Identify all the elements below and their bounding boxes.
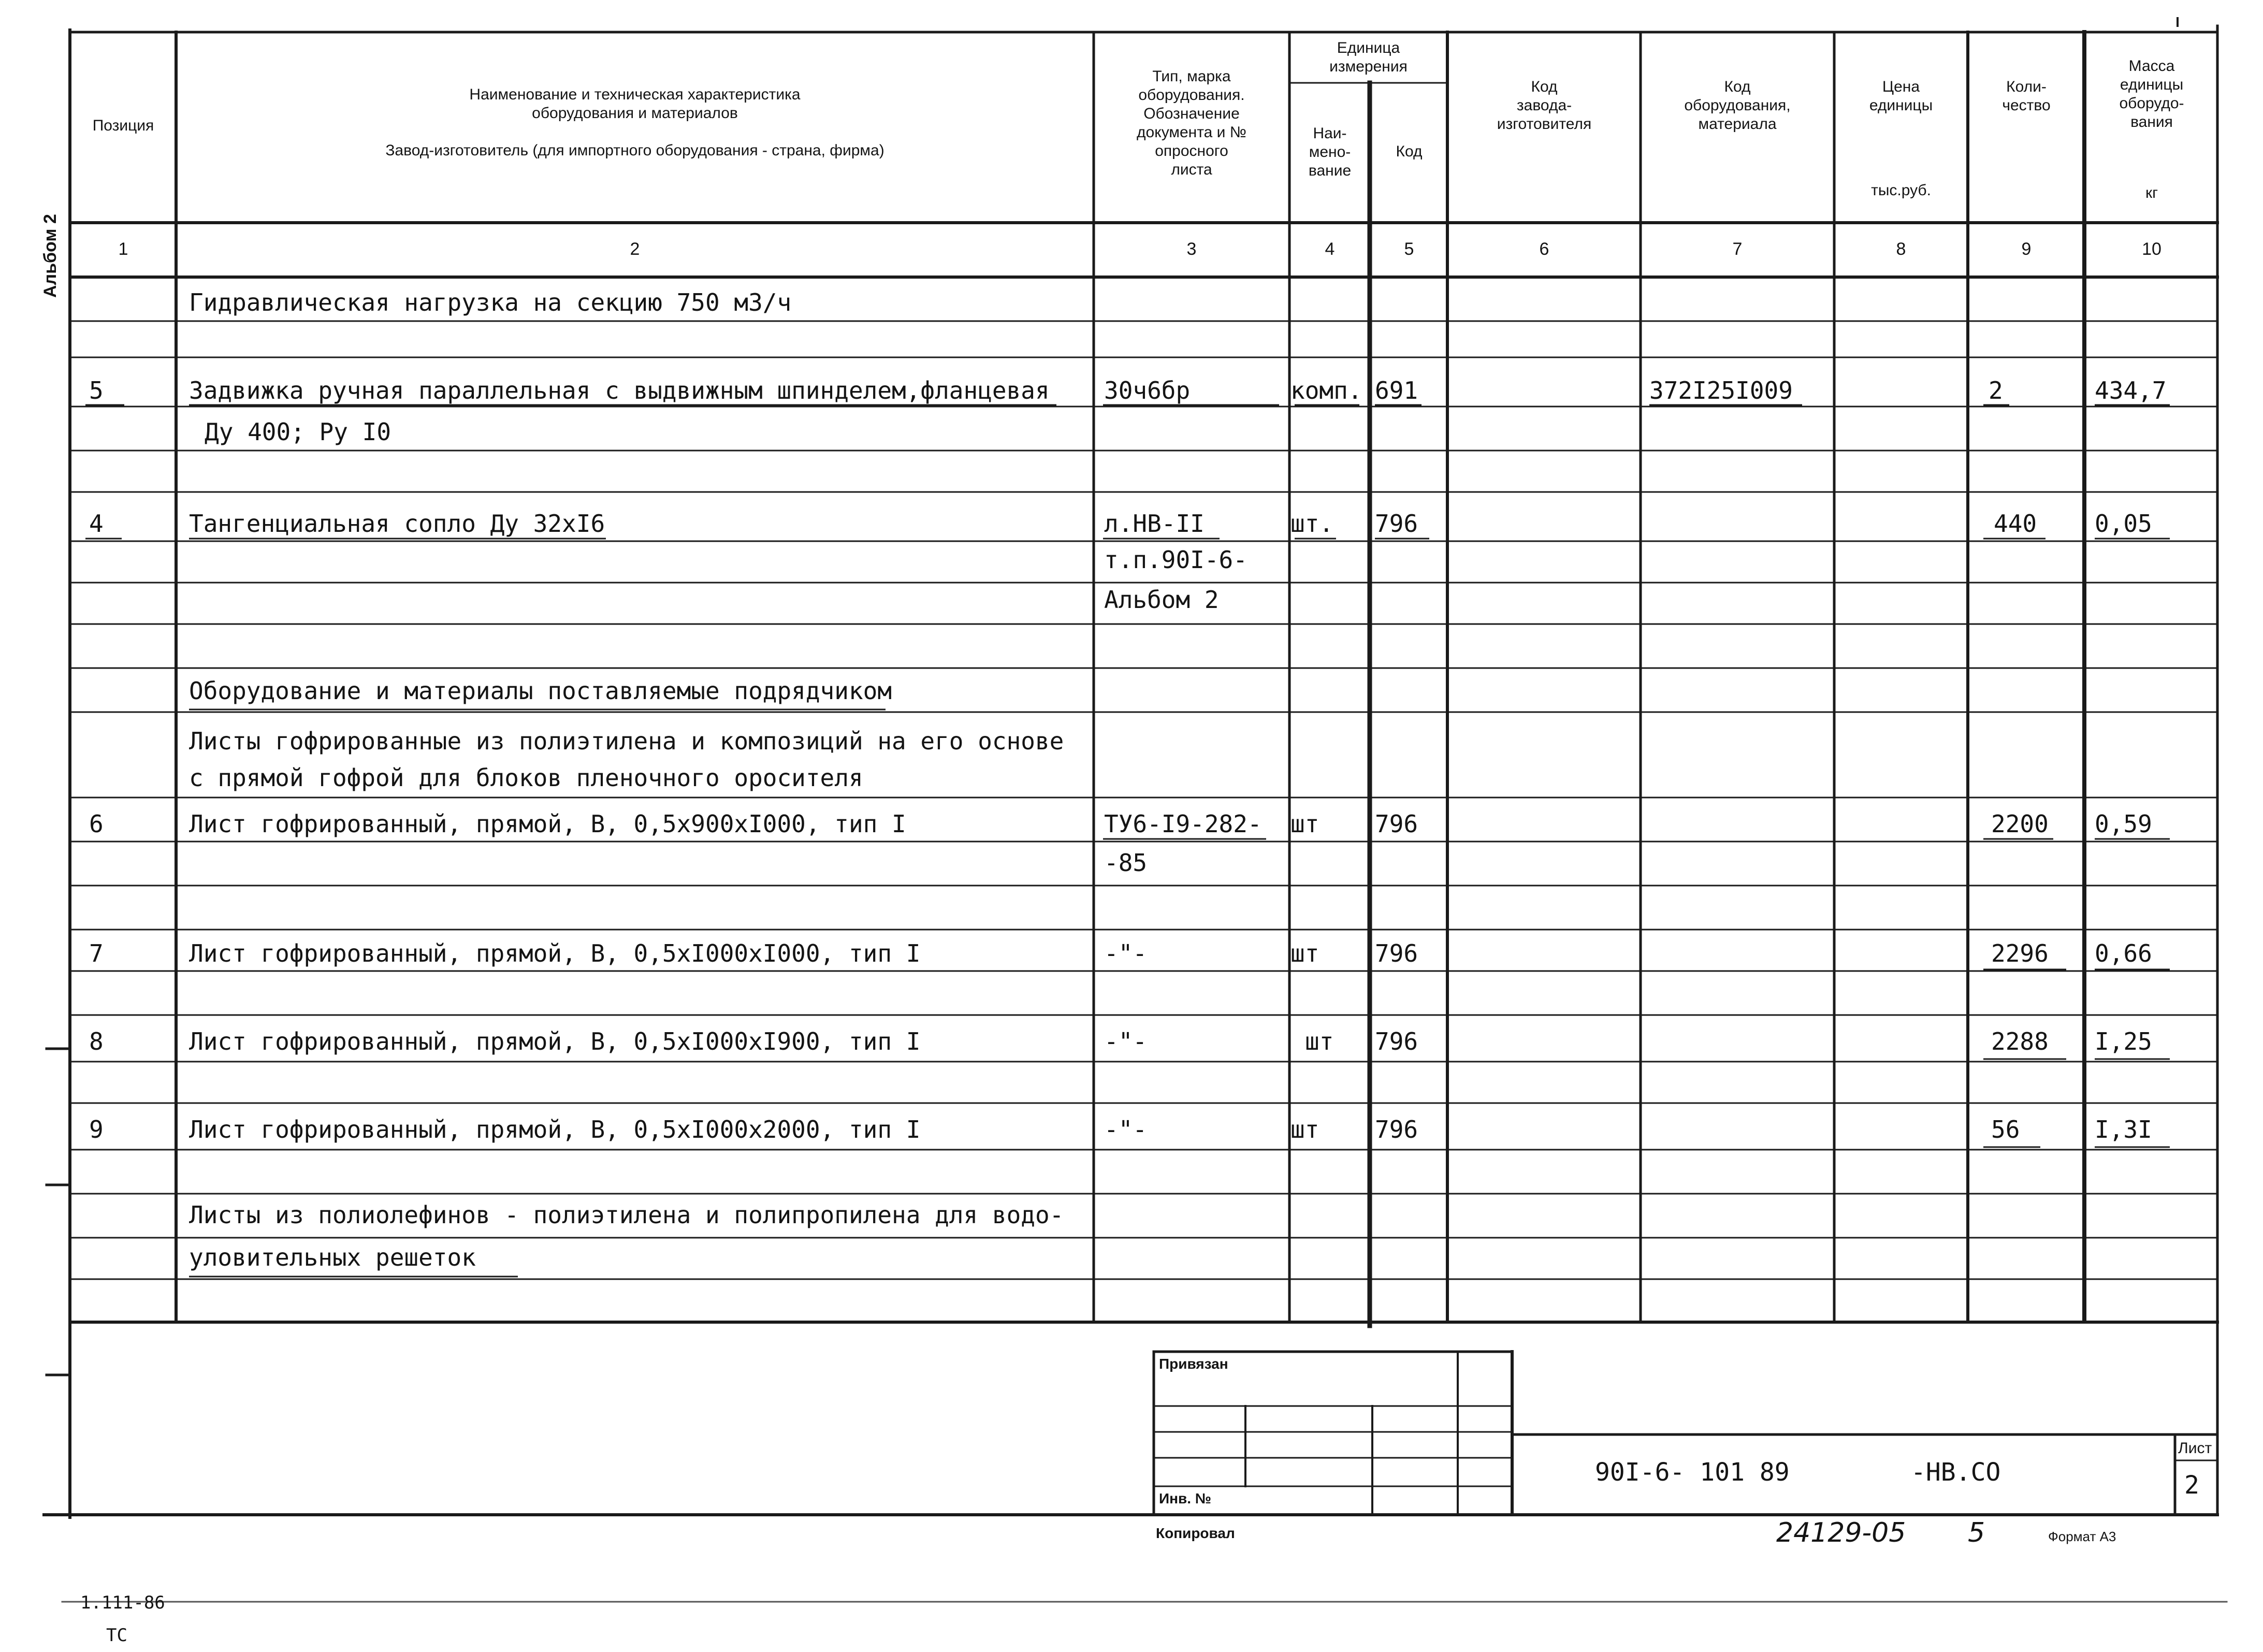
row-name: Лист гофрированный, прямой, В, 0,5xI000xI900, тип I	[189, 1027, 921, 1055]
row-type-cont: т.п.90I-6-	[1104, 546, 1247, 574]
row-type: ТУ6-I9-282-	[1104, 810, 1262, 838]
row-name: Задвижка ручная параллельная с выдвижным шпинделем,фланцевая	[189, 376, 1050, 404]
row-position: 9	[89, 1115, 104, 1143]
row-position: 7	[89, 939, 104, 967]
row-name: Лист гофрированный, прямой, В, 0,5xI000xI000, тип I	[189, 939, 921, 967]
copied-label: Копировал	[1156, 1525, 1235, 1541]
col-number: 6	[1539, 239, 1549, 259]
row-position: 6	[89, 810, 104, 838]
row-mass: I,25	[2095, 1027, 2152, 1055]
col-number: 5	[1404, 239, 1414, 259]
bound-label: Привязан	[1159, 1356, 1228, 1372]
order-number: 24129-05	[1776, 1517, 1906, 1548]
header-unit-name: Наи- мено- вание	[1308, 125, 1352, 179]
row-name: Лист гофрированный, прямой, В, 0,5x900xI000, тип I	[189, 810, 906, 838]
row-unit-code: 796	[1375, 810, 1418, 838]
row-qty: 2288	[1991, 1027, 2049, 1055]
side-album-label: Альбом 2	[40, 214, 60, 298]
header-mass: Масса единицы оборудо- вания	[2119, 57, 2184, 131]
row-name: Тангенциальная сопло Ду 32xI6	[189, 510, 605, 538]
row-qty: 56	[1991, 1115, 2020, 1143]
section-heading: Оборудование и материалы поставляемые подрядчиком	[189, 677, 892, 705]
col-number: 3	[1186, 239, 1197, 259]
row-qty: 2200	[1991, 810, 2049, 838]
row-mass: 0,05	[2095, 510, 2152, 538]
row-type: -"-	[1104, 1115, 1148, 1143]
inventory-label: Инв. №	[1159, 1490, 1212, 1506]
row-unit: шт	[1305, 1027, 1334, 1055]
section-subheading: Листы гофрированные из полиэтилена и композиций на его основе	[189, 727, 1064, 755]
section-subheading: Листы из полиолефинов - полиэтилена и полипропилена для водо-	[189, 1201, 1064, 1229]
header-qty: Коли- чество	[2002, 78, 2051, 114]
row-unit-code: 796	[1375, 510, 1418, 538]
header-unit-code: Код	[1396, 143, 1423, 160]
row-mass: 0,59	[2095, 810, 2152, 838]
col-number: 4	[1325, 239, 1335, 259]
row-unit: шт	[1290, 1115, 1319, 1143]
row-unit: комп.	[1290, 376, 1362, 404]
row-unit: шт	[1290, 810, 1319, 838]
row-unit-code: 691	[1375, 376, 1418, 404]
sheet-number: 2	[2184, 1471, 2199, 1500]
row-type: 30ч6бр	[1104, 376, 1191, 404]
page-number: 5	[1968, 1517, 1985, 1548]
form-stamp: 1.111-86	[80, 1592, 165, 1613]
row-type-cont: -85	[1104, 849, 1148, 877]
col-number: 10	[2142, 239, 2162, 259]
col-number: 9	[2021, 239, 2032, 259]
row-position: 5	[89, 376, 104, 404]
row-name-cont: Ду 400; Ру I0	[205, 418, 391, 446]
col-number: 1	[118, 239, 128, 259]
header-equip-code: Код оборудования, материала	[1684, 78, 1791, 133]
section-subheading: уловительных решеток	[189, 1243, 476, 1271]
sheet-label: Лист	[2178, 1440, 2212, 1457]
header-price-unit: тыс.руб.	[1871, 182, 1931, 199]
row-name: Лист гофрированный, прямой, В, 0,5xI000x2000, тип I	[189, 1115, 921, 1143]
row-type: -"-	[1104, 1027, 1148, 1055]
header-position: Позиция	[92, 117, 154, 134]
row-qty: 2	[1989, 376, 2003, 404]
row-type: л.НВ-II	[1104, 510, 1205, 538]
format-label: Формат А3	[2048, 1529, 2116, 1544]
row-equip-code: 372I25I009	[1649, 376, 1793, 404]
row-mass: I,3I	[2095, 1115, 2152, 1143]
row-unit: шт	[1290, 939, 1319, 967]
col-number: 8	[1896, 239, 1906, 259]
header-mass-unit: кг	[2145, 184, 2158, 201]
header-name: Наименование и техническая характеристика оборудования и материалов Завод-изготовитель (для импортного оборудования - страна, фирма)	[385, 86, 884, 159]
row-unit-code: 796	[1375, 1115, 1418, 1143]
row-type: -"-	[1104, 939, 1148, 967]
row-position: 4	[89, 510, 104, 538]
row-type-cont: Альбом 2	[1104, 586, 1219, 614]
col-number: 2	[630, 239, 640, 259]
document-code: 90I-6- 101 89	[1595, 1458, 1790, 1487]
row-unit: шт.	[1290, 510, 1334, 538]
row-mass: 434,7	[2095, 376, 2167, 404]
row-unit-code: 796	[1375, 1027, 1418, 1055]
section-subheading: с прямой гофрой для блоков пленочного оросителя	[189, 764, 863, 792]
row-unit-code: 796	[1375, 939, 1418, 967]
header-unit-group: Единица измерения	[1329, 39, 1408, 75]
document-suffix: -НВ.СО	[1911, 1458, 2001, 1487]
header-price: Цена единицы	[1869, 78, 1933, 114]
section-heading: Гидравлическая нагрузка на секцию 750 м3/ч	[189, 288, 792, 316]
col-number: 7	[1732, 239, 1743, 259]
form-stamp-2: ТС	[106, 1625, 127, 1646]
row-position: 8	[89, 1027, 104, 1055]
header-factory-code: Код завода- изготовителя	[1497, 78, 1592, 133]
row-mass: 0,66	[2095, 939, 2152, 967]
row-qty: 2296	[1991, 939, 2049, 967]
header-type: Тип, марка оборудования. Обозначение документа и № опросного листа	[1137, 68, 1246, 178]
row-qty: 440	[1994, 510, 2037, 538]
